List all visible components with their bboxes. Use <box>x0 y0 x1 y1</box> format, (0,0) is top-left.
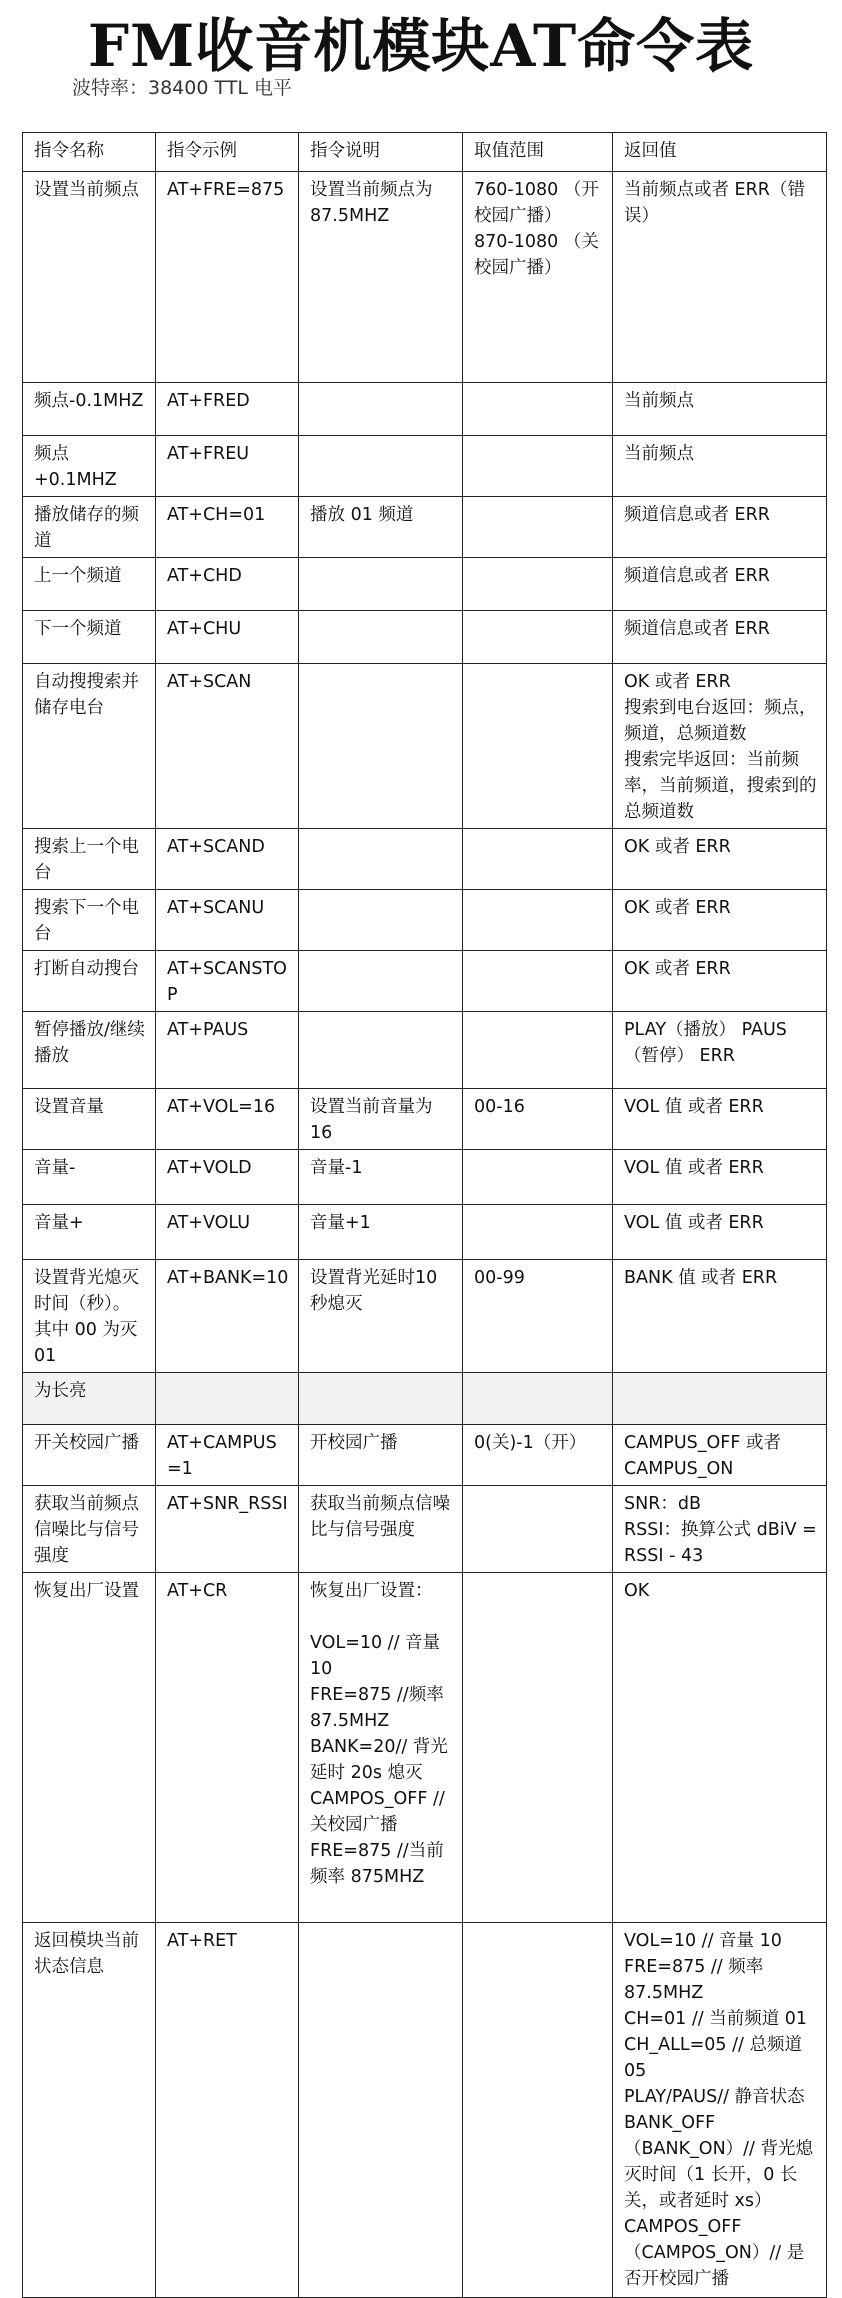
cell-command-description-text: 音量-1 <box>310 1158 363 1178</box>
table-row <box>23 829 827 890</box>
cell-command-description <box>299 1150 463 1205</box>
cell-return-value <box>613 1260 827 1373</box>
cell-command-name-text: 音量+ <box>34 1213 84 1233</box>
cell-command-example-text: AT+PAUS <box>167 1020 249 1040</box>
table-row <box>23 1425 827 1486</box>
cell-command-name-text: 下一个频道 <box>34 619 122 639</box>
cell-command-example <box>156 1573 299 1923</box>
cell-return-value-text: BANK 值 或者 ERR <box>624 1268 778 1288</box>
cell-command-name <box>23 829 156 890</box>
cell-command-description <box>299 1573 463 1923</box>
cell-command-name-text: 获取当前频点信噪比与信号强度 <box>34 1494 139 1566</box>
cell-command-description <box>299 558 463 611</box>
cell-command-name <box>23 1205 156 1260</box>
cell-command-example-text: AT+SCAND <box>167 837 265 857</box>
cell-return-value-text: 当前频点 <box>624 391 694 411</box>
cell-command-description <box>299 1260 463 1373</box>
table-row <box>23 1573 827 1923</box>
cell-command-example <box>156 829 299 890</box>
cell-command-example <box>156 1260 299 1373</box>
baud-rate-line: 波特率：38400 TTL 电平 <box>72 77 292 99</box>
table-row <box>23 1205 827 1260</box>
cell-command-example <box>156 383 299 436</box>
cell-command-description <box>299 1486 463 1573</box>
cell-command-example <box>156 1205 299 1260</box>
cell-return-value <box>613 951 827 1012</box>
table-row <box>23 383 827 436</box>
cell-command-description-text: 获取当前频点信噪比与信号强度 <box>310 1494 450 1540</box>
cell-command-name <box>23 1150 156 1205</box>
cell-return-value-text: VOL 值 或者 ERR <box>624 1097 764 1117</box>
cell-command-name <box>23 664 156 829</box>
cell-command-name <box>23 951 156 1012</box>
cell-return-value-text: OK 或者 ERR 搜索到电台返回：频点，频道，总频道数 搜索完毕返回：当前频率，当前频道，搜索到的总频道数 <box>624 672 817 822</box>
cell-value-range <box>463 1573 613 1923</box>
cell-value-range <box>463 558 613 611</box>
cell-return-value <box>613 829 827 890</box>
cell-command-example <box>156 436 299 497</box>
cell-command-example-text: AT+FRED <box>167 391 250 411</box>
cell-return-value-text: VOL 值 或者 ERR <box>624 1213 764 1233</box>
cell-return-value <box>613 1486 827 1573</box>
cell-value-range <box>463 1012 613 1089</box>
cell-return-value <box>613 497 827 558</box>
table-row <box>23 1373 827 1425</box>
cell-command-name <box>23 1923 156 2298</box>
cell-command-name <box>23 383 156 436</box>
cell-command-example-text: AT+VOL=16 <box>167 1097 276 1117</box>
cell-return-value-text: VOL=10 // 音量 10 FRE=875 // 频率 87.5MHZ CH=01 // 当前频道 01 CH_ALL=05 // 总频道 05 PLAY/PAUS// 静音状态 BANK_OFF（BANK_ON）// 背光熄灭时间（1 长开，0 长关，或者延时 xs） CAMPOS_OFF（CAMPOS_ON）// 是否开校园广播 <box>624 1931 814 2289</box>
cell-command-description <box>299 1373 463 1425</box>
table-row <box>23 951 827 1012</box>
cell-command-description-text: 开校园广播 <box>310 1433 398 1453</box>
cell-command-name <box>23 436 156 497</box>
cell-value-range <box>463 1205 613 1260</box>
cell-value-range <box>463 436 613 497</box>
cell-command-name <box>23 611 156 664</box>
cell-return-value <box>613 1923 827 2298</box>
header-cell-description: 指令说明 <box>299 133 463 172</box>
cell-command-example <box>156 1486 299 1573</box>
cell-command-example <box>156 611 299 664</box>
document-title: FM收音机模块AT命令表 <box>87 12 755 80</box>
cell-value-range <box>463 890 613 951</box>
cell-command-name-text: 设置背光熄灭时间（秒）。其中 00 为灭 01 <box>34 1268 139 1366</box>
cell-command-name-text: 自动搜搜索并储存电台 <box>34 672 139 718</box>
table-row <box>23 611 827 664</box>
cell-return-value <box>613 172 827 383</box>
header-cell-name: 指令名称 <box>23 133 156 172</box>
cell-command-name <box>23 1012 156 1089</box>
cell-value-range <box>463 1486 613 1573</box>
cell-command-description <box>299 890 463 951</box>
cell-command-description <box>299 1425 463 1486</box>
table-row <box>23 890 827 951</box>
table-row <box>23 1260 827 1373</box>
cell-value-range <box>463 172 613 383</box>
cell-command-example-text: AT+VOLU <box>167 1213 251 1233</box>
cell-command-example-text: AT+FRE=875 <box>167 180 285 200</box>
cell-return-value <box>613 611 827 664</box>
cell-command-example-text: AT+SCANU <box>167 898 265 918</box>
cell-command-example <box>156 1150 299 1205</box>
cell-command-example <box>156 172 299 383</box>
cell-command-description <box>299 1012 463 1089</box>
cell-value-range <box>463 1923 613 2298</box>
cell-command-example <box>156 1425 299 1486</box>
cell-command-description-text: 恢复出厂设置： VOL=10 // 音量 10 FRE=875 //频率 87.5MHZ BANK=20// 背光延时 20s 熄灭 CAMPOS_OFF // 关校园广播 FRE=875 //当前频率 875MHZ <box>310 1581 448 1887</box>
cell-value-range <box>463 829 613 890</box>
header-cell-example: 指令示例 <box>156 133 299 172</box>
cell-command-example <box>156 1373 299 1425</box>
cell-command-name-text: 返回模块当前状态信息 <box>34 1931 139 1977</box>
cell-command-description <box>299 436 463 497</box>
cell-command-example-text: AT+CAMPUS=1 <box>167 1433 277 1479</box>
cell-command-example <box>156 558 299 611</box>
cell-return-value <box>613 1373 827 1425</box>
cell-return-value <box>613 1150 827 1205</box>
cell-command-example <box>156 951 299 1012</box>
table-row <box>23 172 827 383</box>
cell-return-value-text: OK <box>624 1581 650 1601</box>
cell-return-value <box>613 664 827 829</box>
header-cell-range: 取值范围 <box>463 133 613 172</box>
cell-return-value <box>613 1012 827 1089</box>
cell-value-range <box>463 1089 613 1150</box>
cell-return-value <box>613 558 827 611</box>
cell-command-name-text: 频点-0.1MHZ <box>34 391 144 411</box>
cell-command-name <box>23 1260 156 1373</box>
cell-command-description <box>299 497 463 558</box>
table-row <box>23 1089 827 1150</box>
at-command-table <box>22 132 827 2298</box>
cell-command-example-text: AT+FREU <box>167 444 250 464</box>
table-row <box>23 664 827 829</box>
cell-command-example-text: AT+CHD <box>167 566 242 586</box>
cell-command-name-text: 频点+0.1MHZ <box>34 444 117 490</box>
cell-return-value <box>613 1573 827 1923</box>
cell-return-value <box>613 1205 827 1260</box>
cell-command-name <box>23 1486 156 1573</box>
cell-command-name-text: 设置音量 <box>34 1097 104 1117</box>
cell-command-name <box>23 1089 156 1150</box>
cell-command-name <box>23 890 156 951</box>
table-row <box>23 1012 827 1089</box>
cell-command-example <box>156 1012 299 1089</box>
cell-command-example-text: AT+SCANSTOP <box>167 959 287 1005</box>
cell-return-value <box>613 890 827 951</box>
cell-command-description-text: 设置当前音量为16 <box>310 1097 433 1143</box>
cell-command-name-text: 打断自动搜台 <box>34 959 139 979</box>
cell-command-name-text: 搜索下一个电台 <box>34 898 139 944</box>
table-row <box>23 558 827 611</box>
cell-command-name-text: 设置当前频点 <box>34 180 139 200</box>
table-row <box>23 1150 827 1205</box>
cell-command-name-text: 音量- <box>34 1158 76 1178</box>
cell-return-value-text: 当前频点 <box>624 444 694 464</box>
cell-value-range <box>463 497 613 558</box>
cell-value-range-text: 760-1080 （开校园广播） 870-1080 （关校园广播） <box>474 180 599 278</box>
cell-value-range <box>463 664 613 829</box>
cell-return-value <box>613 1425 827 1486</box>
table-row <box>23 497 827 558</box>
cell-command-example-text: AT+CHU <box>167 619 242 639</box>
cell-command-name <box>23 1373 156 1425</box>
cell-command-description-text: 设置当前频点为87.5MHZ <box>310 180 433 226</box>
cell-command-example-text: AT+VOLD <box>167 1158 252 1178</box>
cell-command-description <box>299 829 463 890</box>
cell-value-range <box>463 1425 613 1486</box>
cell-command-name-text: 开关校园广播 <box>34 1433 139 1453</box>
cell-command-name-text: 播放储存的频道 <box>34 505 139 551</box>
cell-command-description <box>299 172 463 383</box>
cell-command-description-text: 设置背光延时10 秒熄灭 <box>310 1268 438 1314</box>
cell-return-value-text: PLAY（播放） PAUS（暂停） ERR <box>624 1020 787 1066</box>
cell-return-value-text: OK 或者 ERR <box>624 959 731 979</box>
table-header-row <box>23 133 827 172</box>
cell-command-name <box>23 1573 156 1923</box>
cell-value-range <box>463 1150 613 1205</box>
cell-command-description <box>299 1923 463 2298</box>
cell-value-range-text: 00-99 <box>474 1268 525 1288</box>
cell-command-example <box>156 890 299 951</box>
cell-return-value <box>613 383 827 436</box>
cell-command-name <box>23 497 156 558</box>
cell-command-name-text: 为长亮 <box>34 1381 87 1401</box>
cell-command-example <box>156 1923 299 2298</box>
cell-return-value-text: 频道信息或者 ERR <box>624 505 770 525</box>
cell-command-name <box>23 558 156 611</box>
cell-command-example <box>156 497 299 558</box>
cell-return-value-text: OK 或者 ERR <box>624 837 731 857</box>
cell-command-description <box>299 951 463 1012</box>
cell-command-description <box>299 664 463 829</box>
cell-command-description-text: 播放 01 频道 <box>310 505 414 525</box>
cell-command-name <box>23 172 156 383</box>
cell-command-description <box>299 1089 463 1150</box>
cell-command-name-text: 暂停播放/继续播放 <box>34 1020 145 1066</box>
cell-command-example <box>156 664 299 829</box>
cell-command-example-text: AT+SNR_RSSI <box>167 1494 288 1514</box>
cell-value-range <box>463 611 613 664</box>
header-cell-return: 返回值 <box>613 133 827 172</box>
cell-command-name-text: 搜索上一个电台 <box>34 837 139 883</box>
cell-command-name <box>23 1425 156 1486</box>
cell-command-example-text: AT+CH=01 <box>167 505 266 525</box>
cell-command-example-text: AT+BANK=10 <box>167 1268 289 1288</box>
cell-value-range-text: 0(关)-1（开） <box>474 1433 587 1453</box>
cell-value-range-text: 00-16 <box>474 1097 525 1117</box>
cell-command-name-text: 恢复出厂设置 <box>34 1581 139 1601</box>
cell-command-description <box>299 383 463 436</box>
cell-command-example-text: AT+CR <box>167 1581 228 1601</box>
cell-return-value <box>613 436 827 497</box>
cell-return-value-text: 频道信息或者 ERR <box>624 566 770 586</box>
cell-command-example <box>156 1089 299 1150</box>
cell-return-value-text: CAMPUS_OFF 或者 CAMPUS_ON <box>624 1433 781 1479</box>
cell-return-value-text: 频道信息或者 ERR <box>624 619 770 639</box>
cell-value-range <box>463 1260 613 1373</box>
cell-command-example-text: AT+SCAN <box>167 672 252 692</box>
cell-command-name-text: 上一个频道 <box>34 566 122 586</box>
table-row <box>23 1923 827 2298</box>
cell-return-value-text: VOL 值 或者 ERR <box>624 1158 764 1178</box>
cell-return-value-text: 当前频点或者 ERR（错误） <box>624 180 805 226</box>
table-row <box>23 1486 827 1573</box>
cell-command-description-text: 音量+1 <box>310 1213 371 1233</box>
cell-value-range <box>463 951 613 1012</box>
table-row <box>23 436 827 497</box>
cell-value-range <box>463 1373 613 1425</box>
cell-command-description <box>299 611 463 664</box>
cell-value-range <box>463 383 613 436</box>
cell-return-value-text: OK 或者 ERR <box>624 898 731 918</box>
cell-command-example-text: AT+RET <box>167 1931 237 1951</box>
cell-return-value <box>613 1089 827 1150</box>
cell-return-value-text: SNR：dB RSSI：换算公式 dBiV = RSSI - 43 <box>624 1494 817 1566</box>
cell-command-description <box>299 1205 463 1260</box>
